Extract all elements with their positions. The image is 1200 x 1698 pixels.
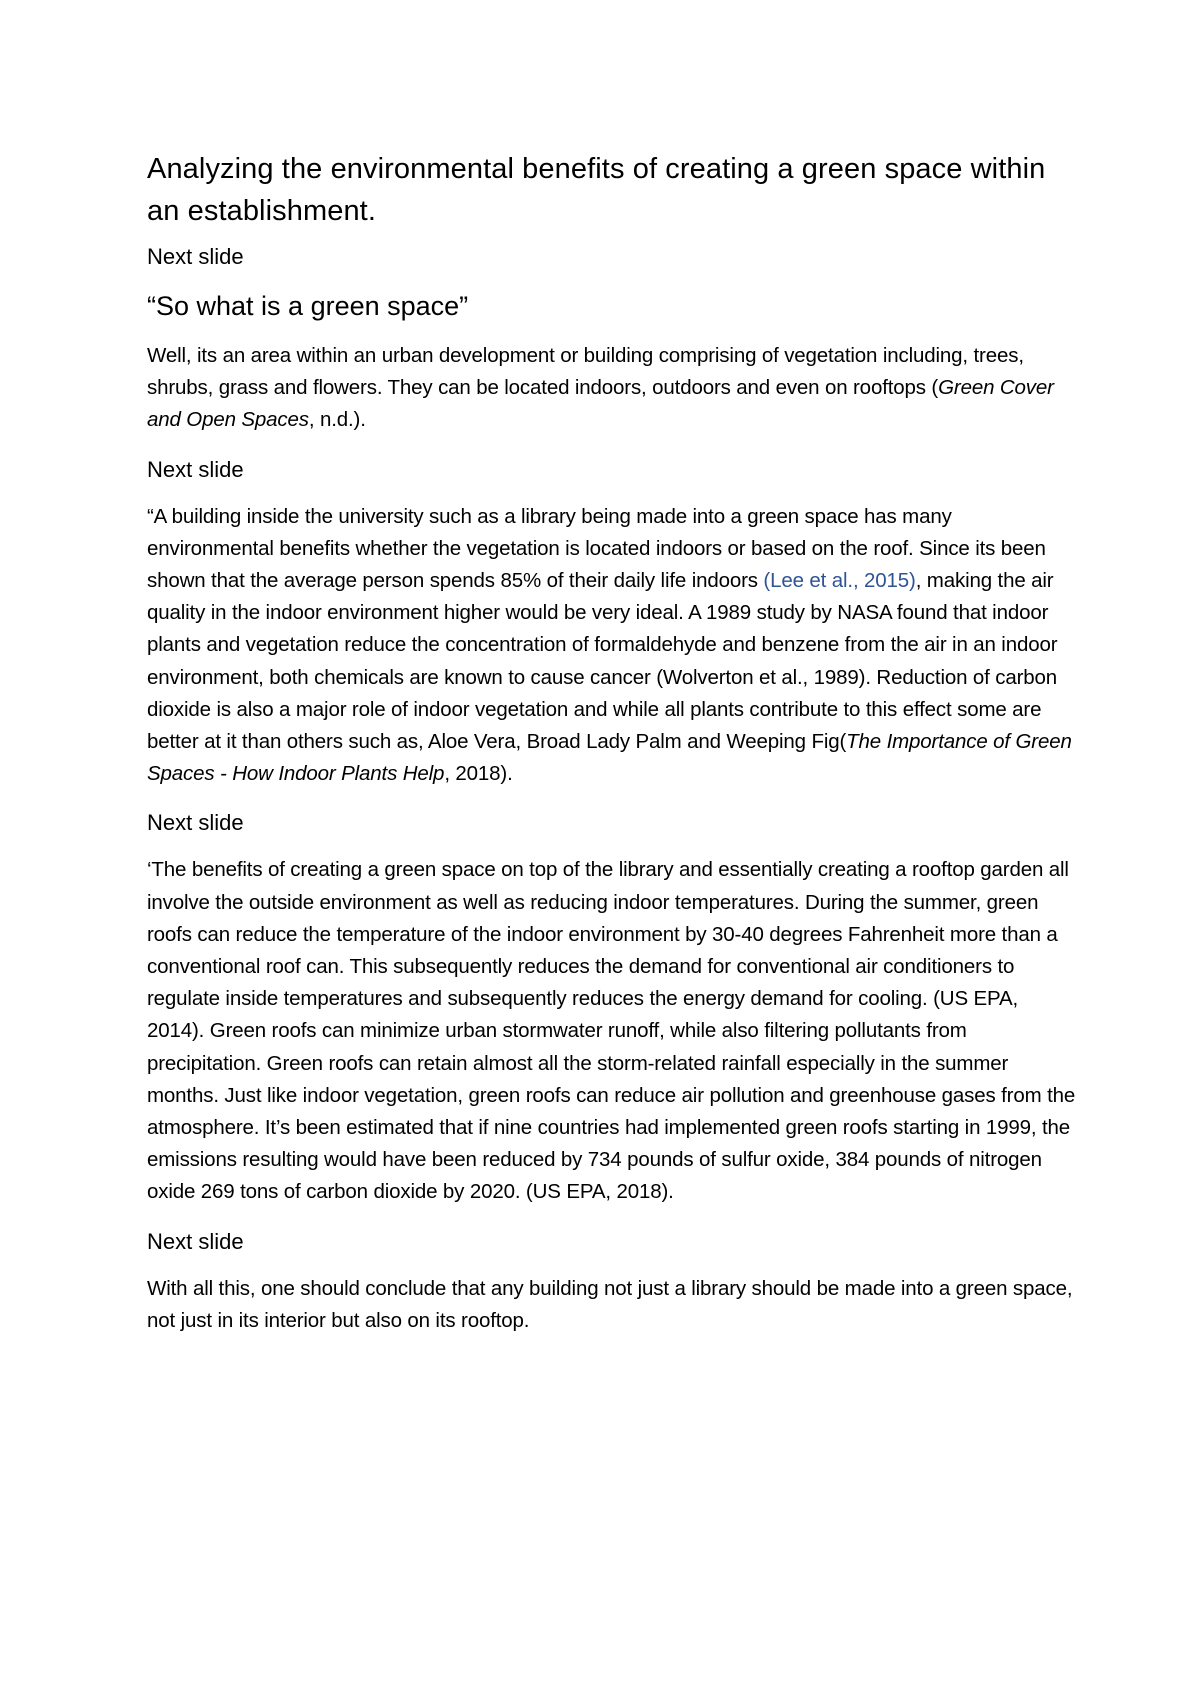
paragraph-rooftop-benefits: ‘The benefits of creating a green space on top of the library and essentially creating a rooftop garden all involve the outside environment as well as reducing indoor temperatures. During the summer, green roofs can reduce the temperature of the indoor environment by 30-40 degrees Fahrenheit more than a conventional roof can. This subsequently reduces the demand for conventional air conditioners to regulate inside temperatures and subsequently reduces the energy demand for cooling. (US EPA, 2014). Green roofs can minimize urban stormwater runoff, while also filtering pollutants from precipitation. Green roofs can retain almost all the storm-related rainfall especially in the summer months. Just like indoor vegetation, green roofs can reduce air pollution and greenhouse gases from the atmosphere. It’s been estimated that if nine countries had implemented green roofs starting in 1999, the emissions resulting would have been reduced by 734 pounds of sulfur oxide, 384 pounds of nitrogen oxide 269 tons of carbon dioxide by 2020. (US EPA, 2018). <box>147 858 1076 1204</box>
next-slide-label: Next slide <box>147 1228 244 1254</box>
citation-italic: Green Cover and Open Spaces <box>147 376 1054 432</box>
next-slide-label: Next slide <box>147 810 244 836</box>
paragraph-text: , n.d.). <box>308 408 366 432</box>
paragraph-text: , making the air quality in the indoor environment higher would be very ideal. A 1989 study by NASA found that indoor plants and vegetation reduce the concentration of formaldehyde and benzene from the air in an indoor environment, both chemicals are known to cause cancer (Wolverton et al., 1989). Reduction of carbon dioxide is also a major role of indoor vegetation and while all plants contribute to this effect some are better at it than others such as, Aloe Vera, Broad Lady Palm and Weeping Fig( <box>147 569 1058 754</box>
paragraph-text: Well, its an area within an urban development or building comprising of vegetation including, trees, shrubs, grass and flowers. They can be located indoors, outdoors and even on rooftops ( <box>147 344 1024 400</box>
paragraph-text: “A building inside the university such as a library being made into a green space has many environmental benefits whether the vegetation is located indoors or based on the roof. Since its been shown that the average person spends 85% of their daily life indoors <box>147 504 1046 593</box>
paragraph-text: , 2018). <box>444 762 513 786</box>
next-slide-label: Next slide <box>147 244 244 269</box>
citation-link[interactable]: (Lee et al., 2015) <box>763 569 916 593</box>
paragraph-definition <box>147 340 1077 437</box>
document-title: Analyzing the environmental benefits of creating a green space within an establishment. <box>147 153 1046 227</box>
document-page <box>147 148 1077 1355</box>
next-slide-label: Next slide <box>147 456 244 482</box>
paragraph-conclusion: With all this, one should conclude that any building not just a library should be made into a green space, not just in its interior but also on its rooftop. <box>147 1276 1073 1332</box>
citation-italic: The Importance of Green Spaces - How Indoor Plants Help <box>147 730 1072 786</box>
section-heading-green-space: “So what is a green space” <box>147 291 469 321</box>
paragraph-indoor-benefits <box>147 501 1077 791</box>
